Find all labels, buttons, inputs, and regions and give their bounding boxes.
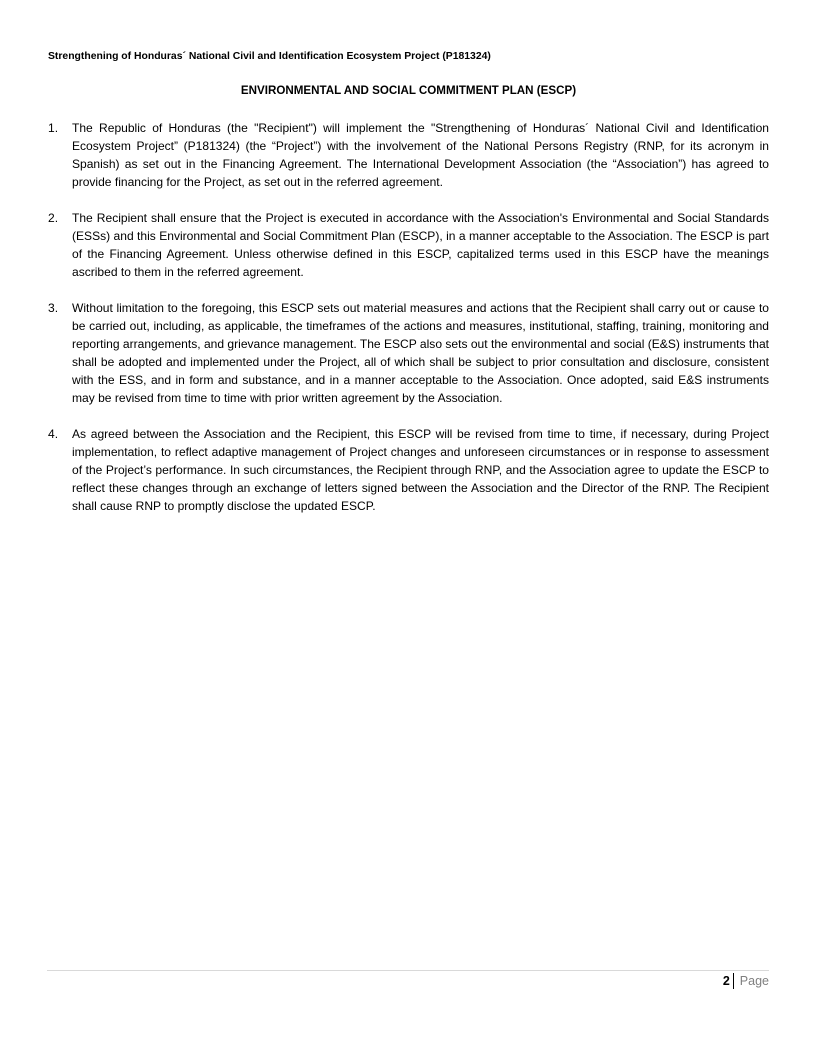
document-title: ENVIRONMENTAL AND SOCIAL COMMITMENT PLAN (ESCP) <box>240 84 577 97</box>
item-text: Without limitation to the foregoing, this ESCP sets out material measures and actions that the Recipient shall carry out or cause to be carried out, including, as applicable, the timeframes of the actions and measures, institutional, staffing, training, monitoring and reporting arrangements, and grievance management. The ESCP also sets out the environmental and social (E&S) instruments that shall be adopted and implemented under the Project, all of which shall be subject to prior consultation and disclosure, consistent with the ESS, and in form and substance, and in a manner acceptable to the Association. Once adopted, said E&S instruments may be revised from time to time with prior written agreement by the Association. <box>72 301 769 405</box>
running-header: Strengthening of Honduras´ National Civil and Identification Ecosystem Project (P181324) <box>48 51 491 62</box>
item-text: As agreed between the Association and the Recipient, this ESCP will be revised from time to time, if necessary, during Project implementation, to reflect adaptive management of Project changes and unforeseen circumstances or in response to assessment of the Project’s performance. In such circumstances, the Recipient through RNP, and the Association agree to update the ESCP to reflect these changes through an exchange of letters signed between the Association and the Director of the RNP. The Recipient shall cause RNP to promptly disclose the updated ESCP. <box>72 427 769 513</box>
item-text: The Recipient shall ensure that the Project is executed in accordance with the Association's Environmental and Social Standards (ESSs) and this Environmental and Social Commitment Plan (ESCP), in a manner acceptable to the Association. The ESCP is part of the Financing Agreement. Unless otherwise defined in this ESCP, capitalized terms used in this ESCP have the meanings ascribed to them in the referred agreement. <box>72 211 769 279</box>
page-label: Page <box>739 974 769 988</box>
list-item <box>48 209 769 281</box>
item-number: 4. <box>48 427 59 441</box>
numbered-paragraph-list <box>48 119 769 533</box>
footer-divider <box>47 970 769 971</box>
list-item <box>48 119 769 191</box>
item-text: The Republic of Honduras (the "Recipient") will implement the "Strengthening of Honduras´ National Civil and Identification Ecosystem Project” (P181324) (the “Project”) with the involvement of the National Persons Registry (RNP, for its acronym in Spanish) as set out in the Financing Agreement. The International Development Association (the “Association”) has agreed to provide financing for the Project, as set out in the referred agreement. <box>72 121 769 189</box>
footer-separator <box>733 973 734 989</box>
page-number: 2 <box>722 974 730 988</box>
item-number: 2. <box>48 211 59 225</box>
list-item <box>48 299 769 407</box>
list-item <box>48 425 769 515</box>
item-number: 1. <box>48 121 59 135</box>
page-footer <box>723 973 769 989</box>
item-number: 3. <box>48 301 59 315</box>
